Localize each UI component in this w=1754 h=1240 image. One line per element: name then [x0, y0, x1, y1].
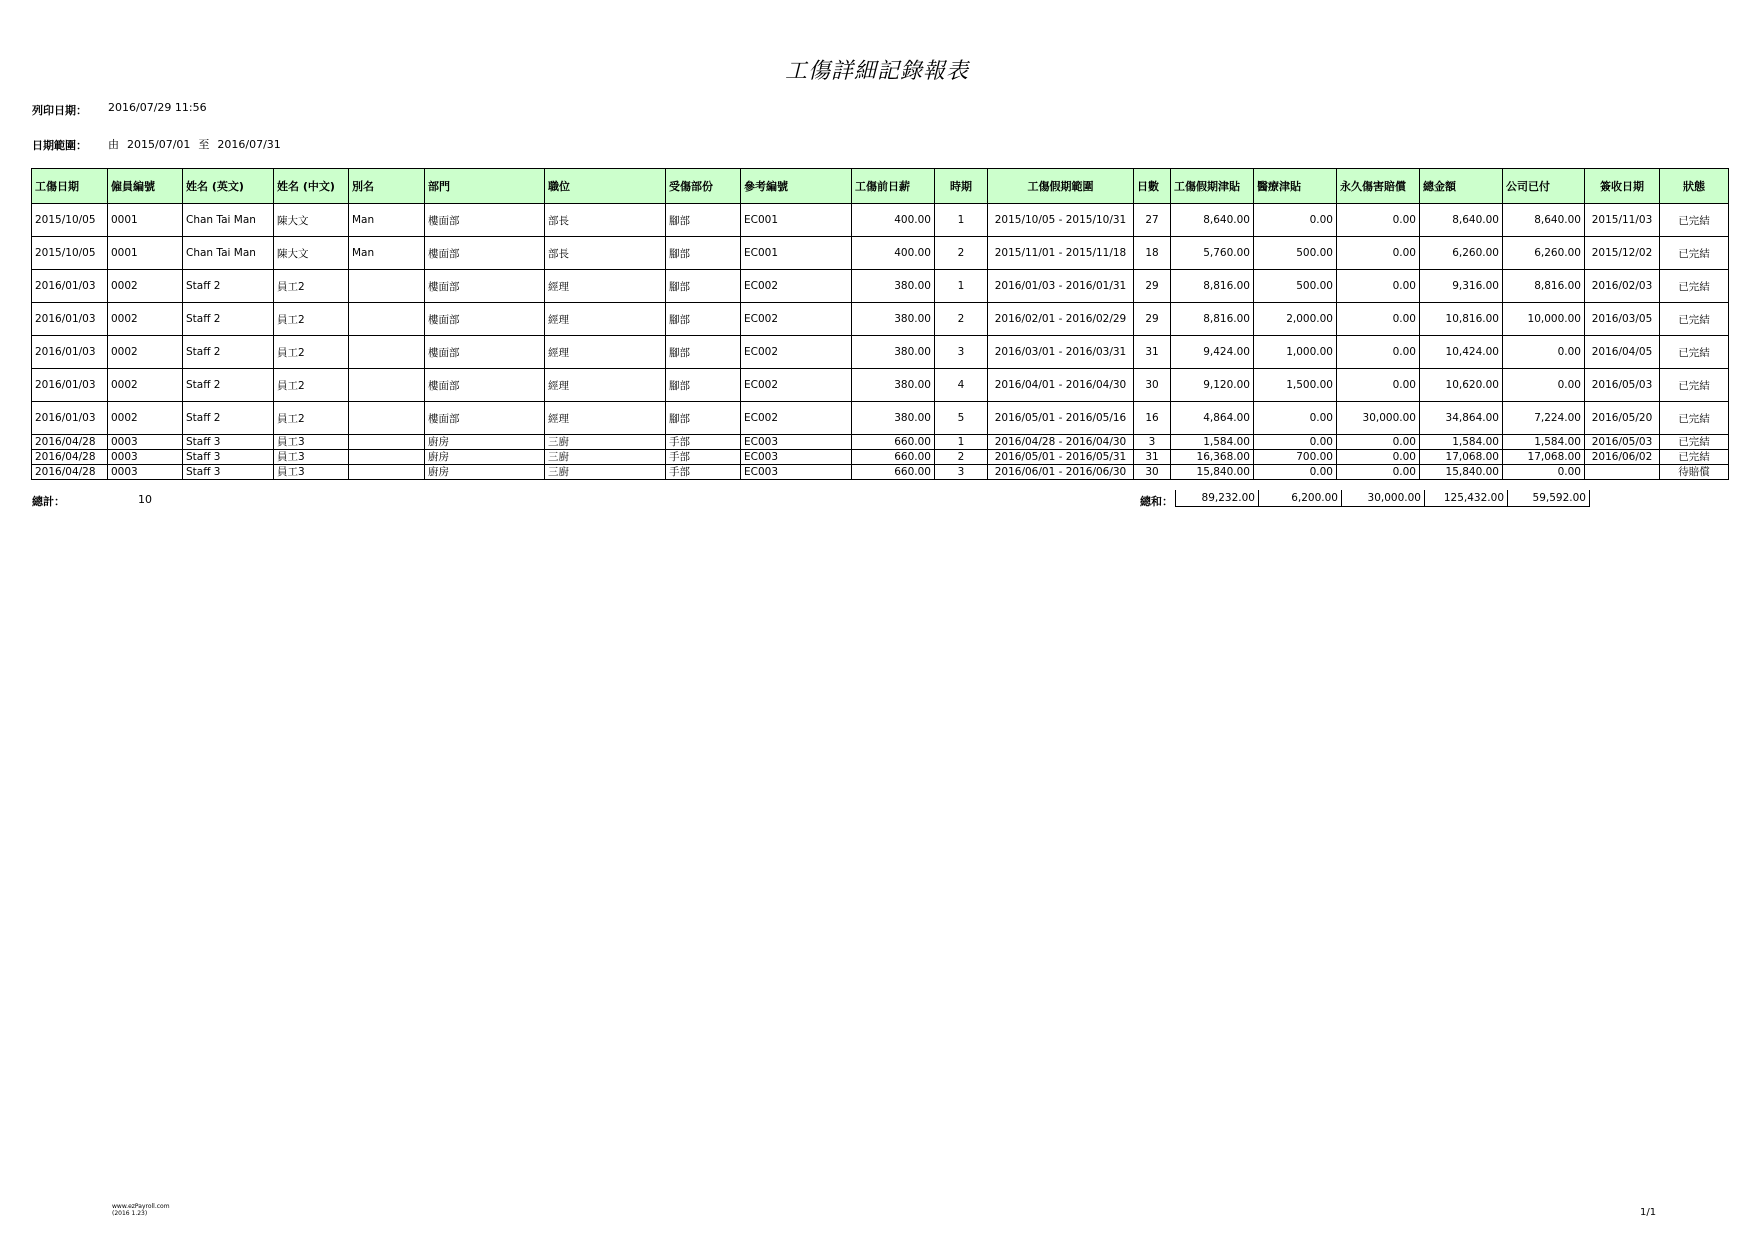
cell-department: 樓面部 [425, 237, 545, 270]
cell-period: 3 [935, 336, 988, 369]
col-leave-range: 工傷假期範圍 [988, 169, 1134, 204]
cell-name-en: Staff 3 [183, 465, 274, 480]
cell-company-paid: 0.00 [1503, 369, 1585, 402]
cell-department: 樓面部 [425, 336, 545, 369]
cell-name-en: Chan Tai Man [183, 204, 274, 237]
cell-injury-date: 2016/01/03 [32, 303, 108, 336]
cell-signed-date: 2016/05/20 [1585, 402, 1660, 435]
cell-total-amount: 10,620.00 [1420, 369, 1503, 402]
cell-reference-no: EC003 [741, 465, 852, 480]
cell-injured-part: 手部 [666, 435, 741, 450]
cell-name-en: Staff 2 [183, 369, 274, 402]
cell-leave-range: 2015/11/01 - 2015/11/18 [988, 237, 1134, 270]
cell-period: 5 [935, 402, 988, 435]
cell-medical-allowance: 0.00 [1254, 204, 1337, 237]
cell-company-paid: 8,640.00 [1503, 204, 1585, 237]
cell-daily-wage: 380.00 [852, 303, 935, 336]
cell-company-paid: 0.00 [1503, 465, 1585, 480]
page-number: 1/1 [1640, 1207, 1657, 1218]
cell-status: 已完結 [1660, 450, 1729, 465]
cell-leave-allowance: 9,120.00 [1171, 369, 1254, 402]
cell-medical-allowance: 500.00 [1254, 237, 1337, 270]
cell-name-en: Staff 2 [183, 270, 274, 303]
cell-employee-no: 0003 [108, 450, 183, 465]
col-employee-no: 僱員編號 [108, 169, 183, 204]
cell-daily-wage: 400.00 [852, 237, 935, 270]
injury-records-table [31, 168, 1729, 480]
sum-label: 總和： [1140, 495, 1173, 508]
range-from-word: 由 [108, 138, 119, 151]
cell-daily-wage: 660.00 [852, 450, 935, 465]
cell-injury-date: 2015/10/05 [32, 237, 108, 270]
cell-status: 待賠償 [1660, 465, 1729, 480]
cell-employee-no: 0002 [108, 402, 183, 435]
cell-leave-allowance: 15,840.00 [1171, 465, 1254, 480]
cell-reference-no: EC001 [741, 204, 852, 237]
table-row [32, 270, 1729, 303]
cell-status: 已完結 [1660, 402, 1729, 435]
cell-permanent-compensation: 0.00 [1337, 336, 1420, 369]
cell-leave-allowance: 8,816.00 [1171, 270, 1254, 303]
cell-leave-allowance: 8,640.00 [1171, 204, 1254, 237]
cell-position: 三廚 [545, 450, 666, 465]
cell-employee-no: 0002 [108, 336, 183, 369]
cell-medical-allowance: 0.00 [1254, 435, 1337, 450]
cell-period: 2 [935, 450, 988, 465]
cell-alias [349, 402, 425, 435]
cell-name-en: Staff 3 [183, 435, 274, 450]
table-row [32, 402, 1729, 435]
cell-employee-no: 0003 [108, 435, 183, 450]
cell-department: 樓面部 [425, 303, 545, 336]
cell-medical-allowance: 1,500.00 [1254, 369, 1337, 402]
cell-name-en: Staff 2 [183, 402, 274, 435]
footer-version: (2016 1.23) [112, 1210, 148, 1217]
cell-injured-part: 腳部 [666, 336, 741, 369]
table-row [32, 336, 1729, 369]
cell-name-zh: 員工3 [274, 450, 349, 465]
cell-name-en: Staff 3 [183, 450, 274, 465]
cell-permanent-compensation: 0.00 [1337, 270, 1420, 303]
cell-injury-date: 2016/04/28 [32, 450, 108, 465]
totals-table [1175, 490, 1590, 507]
cell-name-zh: 陳大文 [274, 204, 349, 237]
cell-company-paid: 6,260.00 [1503, 237, 1585, 270]
cell-leave-range: 2016/05/01 - 2016/05/31 [988, 450, 1134, 465]
cell-period: 4 [935, 369, 988, 402]
cell-signed-date: 2016/06/02 [1585, 450, 1660, 465]
cell-position: 經理 [545, 369, 666, 402]
cell-injured-part: 腳部 [666, 204, 741, 237]
cell-leave-range: 2016/02/01 - 2016/02/29 [988, 303, 1134, 336]
table-row [32, 204, 1729, 237]
cell-medical-allowance: 0.00 [1254, 465, 1337, 480]
cell-injury-date: 2016/01/03 [32, 270, 108, 303]
cell-reference-no: EC001 [741, 237, 852, 270]
footer-site [112, 1203, 170, 1217]
cell-name-zh: 員工2 [274, 303, 349, 336]
col-daily-wage: 工傷前日薪 [852, 169, 935, 204]
cell-signed-date: 2016/05/03 [1585, 369, 1660, 402]
cell-total-amount: 9,316.00 [1420, 270, 1503, 303]
cell-injured-part: 腳部 [666, 303, 741, 336]
cell-days: 16 [1134, 402, 1171, 435]
sum-company-paid: 59,592.00 [1508, 490, 1590, 507]
cell-company-paid: 7,224.00 [1503, 402, 1585, 435]
cell-period: 2 [935, 237, 988, 270]
cell-department: 樓面部 [425, 204, 545, 237]
cell-injury-date: 2016/04/28 [32, 435, 108, 450]
cell-department: 廚房 [425, 465, 545, 480]
cell-leave-allowance: 4,864.00 [1171, 402, 1254, 435]
date-range-label: 日期範圍： [32, 139, 87, 152]
cell-alias [349, 369, 425, 402]
col-status: 狀態 [1660, 169, 1729, 204]
cell-medical-allowance: 0.00 [1254, 402, 1337, 435]
cell-leave-range: 2016/06/01 - 2016/06/30 [988, 465, 1134, 480]
col-permanent-compensation: 永久傷害賠償 [1337, 169, 1420, 204]
cell-leave-allowance: 8,816.00 [1171, 303, 1254, 336]
cell-status: 已完結 [1660, 237, 1729, 270]
cell-daily-wage: 380.00 [852, 270, 935, 303]
table-row [32, 465, 1729, 480]
footer-site-url: www.ezPayroll.com [112, 1203, 170, 1210]
cell-leave-range: 2016/04/01 - 2016/04/30 [988, 369, 1134, 402]
cell-status: 已完結 [1660, 270, 1729, 303]
cell-medical-allowance: 1,000.00 [1254, 336, 1337, 369]
cell-alias [349, 435, 425, 450]
cell-name-en: Staff 2 [183, 303, 274, 336]
cell-department: 樓面部 [425, 270, 545, 303]
cell-reference-no: EC002 [741, 336, 852, 369]
cell-alias [349, 270, 425, 303]
table-row [32, 303, 1729, 336]
cell-name-zh: 員工2 [274, 369, 349, 402]
cell-status: 已完結 [1660, 336, 1729, 369]
cell-employee-no: 0002 [108, 369, 183, 402]
cell-position: 部長 [545, 237, 666, 270]
total-count: 10 [138, 493, 152, 506]
cell-company-paid: 10,000.00 [1503, 303, 1585, 336]
cell-total-amount: 10,424.00 [1420, 336, 1503, 369]
cell-leave-range: 2015/10/05 - 2015/10/31 [988, 204, 1134, 237]
cell-days: 3 [1134, 435, 1171, 450]
cell-days: 27 [1134, 204, 1171, 237]
cell-days: 18 [1134, 237, 1171, 270]
cell-reference-no: EC003 [741, 435, 852, 450]
cell-leave-allowance: 1,584.00 [1171, 435, 1254, 450]
cell-name-zh: 員工3 [274, 465, 349, 480]
cell-position: 經理 [545, 270, 666, 303]
cell-leave-range: 2016/05/01 - 2016/05/16 [988, 402, 1134, 435]
cell-status: 已完結 [1660, 435, 1729, 450]
cell-injury-date: 2016/01/03 [32, 402, 108, 435]
totals-row [1176, 490, 1590, 507]
col-alias: 別名 [349, 169, 425, 204]
cell-daily-wage: 380.00 [852, 402, 935, 435]
cell-injury-date: 2016/01/03 [32, 369, 108, 402]
cell-permanent-compensation: 0.00 [1337, 204, 1420, 237]
cell-injured-part: 手部 [666, 465, 741, 480]
cell-period: 3 [935, 465, 988, 480]
cell-injured-part: 腳部 [666, 237, 741, 270]
sum-medical-allowance: 6,200.00 [1259, 490, 1342, 507]
cell-permanent-compensation: 0.00 [1337, 435, 1420, 450]
total-label: 總計： [32, 495, 65, 508]
cell-days: 31 [1134, 336, 1171, 369]
cell-injury-date: 2016/01/03 [32, 336, 108, 369]
col-total-amount: 總金額 [1420, 169, 1503, 204]
cell-total-amount: 15,840.00 [1420, 465, 1503, 480]
col-company-paid: 公司已付 [1503, 169, 1585, 204]
cell-injured-part: 手部 [666, 450, 741, 465]
cell-reference-no: EC002 [741, 303, 852, 336]
cell-signed-date: 2015/11/03 [1585, 204, 1660, 237]
cell-name-zh: 員工2 [274, 270, 349, 303]
cell-daily-wage: 660.00 [852, 435, 935, 450]
cell-reference-no: EC002 [741, 270, 852, 303]
table-row [32, 237, 1729, 270]
cell-company-paid: 8,816.00 [1503, 270, 1585, 303]
cell-name-zh: 員工3 [274, 435, 349, 450]
cell-department: 樓面部 [425, 369, 545, 402]
cell-leave-allowance: 9,424.00 [1171, 336, 1254, 369]
table-header-row [32, 169, 1729, 204]
cell-total-amount: 17,068.00 [1420, 450, 1503, 465]
cell-employee-no: 0003 [108, 465, 183, 480]
cell-status: 已完結 [1660, 369, 1729, 402]
cell-permanent-compensation: 0.00 [1337, 237, 1420, 270]
cell-days: 30 [1134, 465, 1171, 480]
cell-permanent-compensation: 0.00 [1337, 369, 1420, 402]
col-leave-allowance: 工傷假期津貼 [1171, 169, 1254, 204]
cell-days: 30 [1134, 369, 1171, 402]
cell-leave-allowance: 5,760.00 [1171, 237, 1254, 270]
range-to-word: 至 [198, 138, 210, 151]
report-title: 工傷詳細記錄報表 [784, 59, 969, 84]
cell-employee-no: 0001 [108, 204, 183, 237]
cell-days: 31 [1134, 450, 1171, 465]
col-signed-date: 簽收日期 [1585, 169, 1660, 204]
cell-position: 部長 [545, 204, 666, 237]
cell-injured-part: 腳部 [666, 402, 741, 435]
cell-days: 29 [1134, 270, 1171, 303]
cell-alias [349, 450, 425, 465]
date-range-value [108, 136, 289, 152]
cell-medical-allowance: 500.00 [1254, 270, 1337, 303]
cell-status: 已完結 [1660, 303, 1729, 336]
cell-name-zh: 陳大文 [274, 237, 349, 270]
cell-permanent-compensation: 30,000.00 [1337, 402, 1420, 435]
cell-injured-part: 腳部 [666, 270, 741, 303]
cell-injured-part: 腳部 [666, 369, 741, 402]
cell-injury-date: 2016/04/28 [32, 465, 108, 480]
cell-total-amount: 1,584.00 [1420, 435, 1503, 450]
cell-department: 廚房 [425, 435, 545, 450]
cell-signed-date: 2015/12/02 [1585, 237, 1660, 270]
cell-medical-allowance: 2,000.00 [1254, 303, 1337, 336]
sum-total-amount: 125,432.00 [1425, 490, 1508, 507]
cell-medical-allowance: 700.00 [1254, 450, 1337, 465]
cell-reference-no: EC003 [741, 450, 852, 465]
cell-period: 2 [935, 303, 988, 336]
cell-leave-range: 2016/01/03 - 2016/01/31 [988, 270, 1134, 303]
cell-alias [349, 336, 425, 369]
cell-name-en: Chan Tai Man [183, 237, 274, 270]
cell-alias: Man [349, 204, 425, 237]
cell-employee-no: 0002 [108, 303, 183, 336]
print-date-label: 列印日期： [32, 104, 87, 117]
table-row [32, 369, 1729, 402]
cell-reference-no: EC002 [741, 402, 852, 435]
cell-department: 廚房 [425, 450, 545, 465]
cell-company-paid: 17,068.00 [1503, 450, 1585, 465]
cell-total-amount: 8,640.00 [1420, 204, 1503, 237]
cell-total-amount: 34,864.00 [1420, 402, 1503, 435]
cell-company-paid: 0.00 [1503, 336, 1585, 369]
cell-total-amount: 6,260.00 [1420, 237, 1503, 270]
cell-position: 三廚 [545, 465, 666, 480]
cell-name-en: Staff 2 [183, 336, 274, 369]
range-to: 2016/07/31 [217, 138, 281, 151]
cell-alias [349, 303, 425, 336]
sum-permanent-compensation: 30,000.00 [1342, 490, 1425, 507]
cell-position: 三廚 [545, 435, 666, 450]
cell-permanent-compensation: 0.00 [1337, 303, 1420, 336]
col-name-en: 姓名 (英文) [183, 169, 274, 204]
col-reference-no: 參考編號 [741, 169, 852, 204]
cell-leave-allowance: 16,368.00 [1171, 450, 1254, 465]
cell-status: 已完結 [1660, 204, 1729, 237]
cell-position: 經理 [545, 303, 666, 336]
range-from: 2015/07/01 [127, 138, 191, 151]
col-position: 職位 [545, 169, 666, 204]
table-row [32, 435, 1729, 450]
cell-alias: Man [349, 237, 425, 270]
cell-signed-date: 2016/03/05 [1585, 303, 1660, 336]
col-period: 時期 [935, 169, 988, 204]
cell-period: 1 [935, 270, 988, 303]
cell-position: 經理 [545, 336, 666, 369]
cell-permanent-compensation: 0.00 [1337, 465, 1420, 480]
cell-permanent-compensation: 0.00 [1337, 450, 1420, 465]
cell-signed-date: 2016/02/03 [1585, 270, 1660, 303]
col-days: 日數 [1134, 169, 1171, 204]
cell-employee-no: 0001 [108, 237, 183, 270]
col-department: 部門 [425, 169, 545, 204]
cell-period: 1 [935, 204, 988, 237]
cell-leave-range: 2016/04/28 - 2016/04/30 [988, 435, 1134, 450]
cell-department: 樓面部 [425, 402, 545, 435]
col-name-zh: 姓名 (中文) [274, 169, 349, 204]
cell-leave-range: 2016/03/01 - 2016/03/31 [988, 336, 1134, 369]
cell-daily-wage: 400.00 [852, 204, 935, 237]
cell-employee-no: 0002 [108, 270, 183, 303]
cell-name-zh: 員工2 [274, 402, 349, 435]
cell-daily-wage: 380.00 [852, 369, 935, 402]
col-medical-allowance: 醫療津貼 [1254, 169, 1337, 204]
table-row [32, 450, 1729, 465]
cell-position: 經理 [545, 402, 666, 435]
cell-signed-date: 2016/04/05 [1585, 336, 1660, 369]
cell-name-zh: 員工2 [274, 336, 349, 369]
cell-injury-date: 2015/10/05 [32, 204, 108, 237]
cell-signed-date: 2016/05/03 [1585, 435, 1660, 450]
col-injured-part: 受傷部份 [666, 169, 741, 204]
cell-days: 29 [1134, 303, 1171, 336]
cell-total-amount: 10,816.00 [1420, 303, 1503, 336]
cell-alias [349, 465, 425, 480]
cell-reference-no: EC002 [741, 369, 852, 402]
cell-company-paid: 1,584.00 [1503, 435, 1585, 450]
cell-daily-wage: 660.00 [852, 465, 935, 480]
print-date-value: 2016/07/29 11:56 [108, 101, 207, 114]
cell-period: 1 [935, 435, 988, 450]
cell-signed-date [1585, 465, 1660, 480]
cell-daily-wage: 380.00 [852, 336, 935, 369]
sum-leave-allowance: 89,232.00 [1176, 490, 1259, 507]
col-injury-date: 工傷日期 [32, 169, 108, 204]
